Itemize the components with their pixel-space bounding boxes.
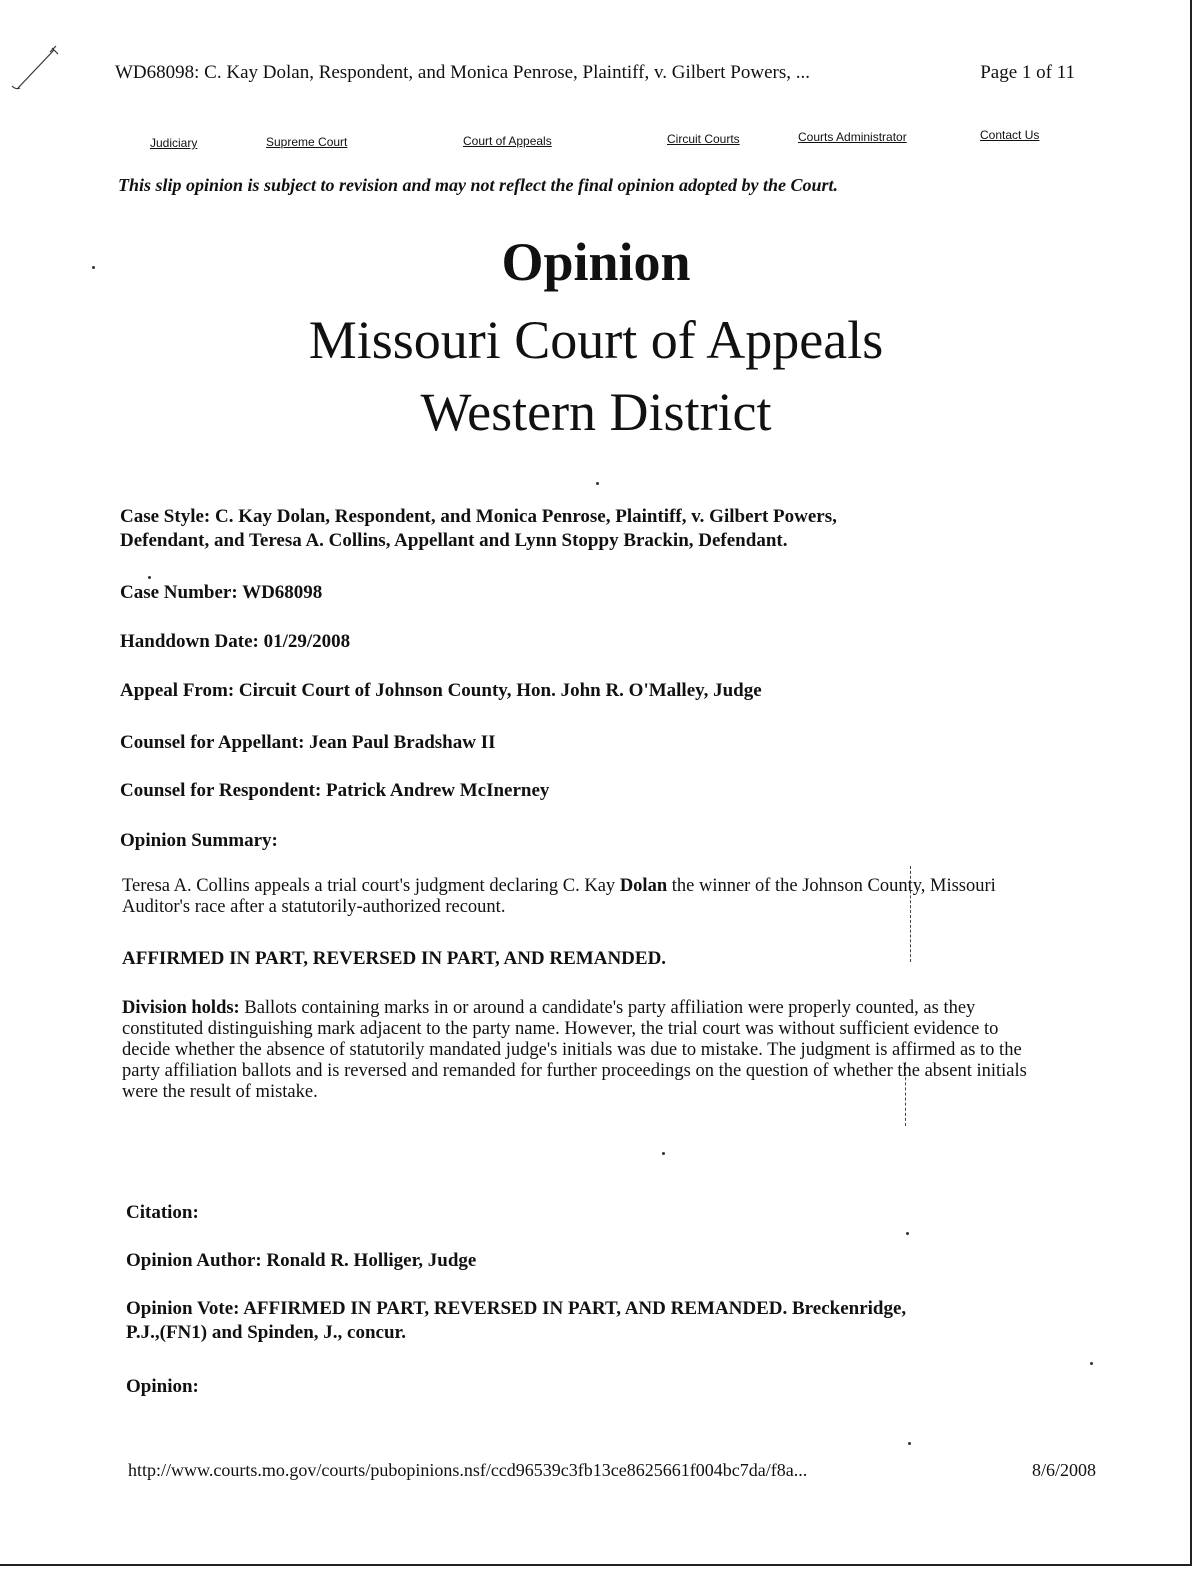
nav-link-courts-administrator[interactable]: Courts Administrator: [798, 130, 907, 144]
scan-speck: [596, 482, 599, 485]
opinion-vote-line-1: Opinion Vote: AFFIRMED IN PART, REVERSED IN PART, AND REMANDED. Breckenridge,: [126, 1298, 907, 1319]
opinion-label: Opinion:: [126, 1376, 199, 1397]
nav-link-judiciary[interactable]: Judiciary: [150, 136, 198, 150]
respondent-name: Dolan: [619, 876, 668, 896]
case-style-line-1: Case Style: C. Kay Dolan, Respondent, and Monica Penrose, Plaintiff, v. Gilbert Powers,: [120, 506, 837, 527]
court-district: Western District: [420, 382, 772, 442]
scan-line: [910, 866, 911, 962]
case-number: Case Number: WD68098: [120, 582, 323, 603]
nav-link-contact-us[interactable]: Contact Us: [980, 128, 1040, 142]
handdown-date: Handdown Date: 01/29/2008: [120, 631, 351, 652]
pen-stroke-mark: [6, 42, 66, 102]
opinion-vote-line-2: P.J.,(FN1) and Spinden, J., concur.: [126, 1322, 406, 1343]
page-indicator: Page 1 of 11: [980, 62, 1075, 83]
citation-label: Citation:: [126, 1202, 199, 1223]
summary-paragraph: Teresa A. Collins appeals a trial court's judgment declaring C. Kay Dolan the winner of the Johnson County, Missouri Auditor's race after a statutorily-authorized recount.: [122, 876, 996, 917]
print-date: 8/6/2008: [1031, 1460, 1096, 1480]
page-title: Opinion: [501, 232, 691, 292]
opinion-author: Opinion Author: Ronald R. Holliger, Judge: [126, 1250, 477, 1271]
scan-speck: [92, 266, 95, 269]
print-footer: [128, 1460, 1096, 1481]
document-header-title: WD68098: C. Kay Dolan, Respondent, and Monica Penrose, Plaintiff, v. Gilbert Powers, ...: [115, 62, 810, 83]
counsel-for-appellant: Counsel for Appellant: Jean Paul Bradshaw II: [120, 732, 496, 753]
nav-link-supreme-court[interactable]: Supreme Court: [266, 135, 348, 149]
division-holds-paragraph: [122, 998, 1042, 1103]
site-navigation: [0, 130, 1200, 154]
slip-opinion-notice: This slip opinion is subject to revision and may not reflect the final opinion adopted by the Court.: [118, 175, 839, 195]
print-header: [115, 62, 1075, 84]
case-style-line-2: Defendant, and Teresa A. Collins, Appellant and Lynn Stoppy Brackin, Defendant.: [120, 530, 788, 551]
scan-speck: [148, 576, 151, 579]
court-name: Missouri Court of Appeals: [308, 310, 884, 370]
division-holds-text: Ballots containing marks in or around a candidate's party affiliation were properly counted, as they constituted distinguishing mark adjacent to the party name. However, the trial court was without sufficient evidence to decide whether the absence of statutorily mandated judge's initials was due to mistake. The judgment is affirmed as to the party affiliation ballots and is reversed and remanded for further proceedings on the question of whether the absent initials were the result of mistake.: [122, 998, 1027, 1102]
nav-link-court-of-appeals[interactable]: Court of Appeals: [463, 134, 552, 148]
footer-url: http://www.courts.mo.gov/courts/pubopinions.nsf/ccd96539c3fb13ce8625661f004bc7da/f8a...: [128, 1460, 808, 1480]
division-holds-label: Division holds:: [122, 998, 240, 1018]
scan-speck: [1090, 1362, 1093, 1365]
counsel-for-respondent: Counsel for Respondent: Patrick Andrew McInerney: [120, 780, 550, 801]
scan-line: [905, 1062, 906, 1126]
appeal-from: Appeal From: Circuit Court of Johnson County, Hon. John R. O'Malley, Judge: [120, 680, 762, 701]
scan-speck: [906, 1232, 909, 1235]
opinion-summary-label: Opinion Summary:: [120, 830, 278, 851]
nav-link-circuit-courts[interactable]: Circuit Courts: [667, 132, 740, 146]
scan-speck: [908, 1442, 911, 1445]
disposition: AFFIRMED IN PART, REVERSED IN PART, AND REMANDED.: [122, 948, 667, 969]
scan-speck: [662, 1152, 665, 1155]
